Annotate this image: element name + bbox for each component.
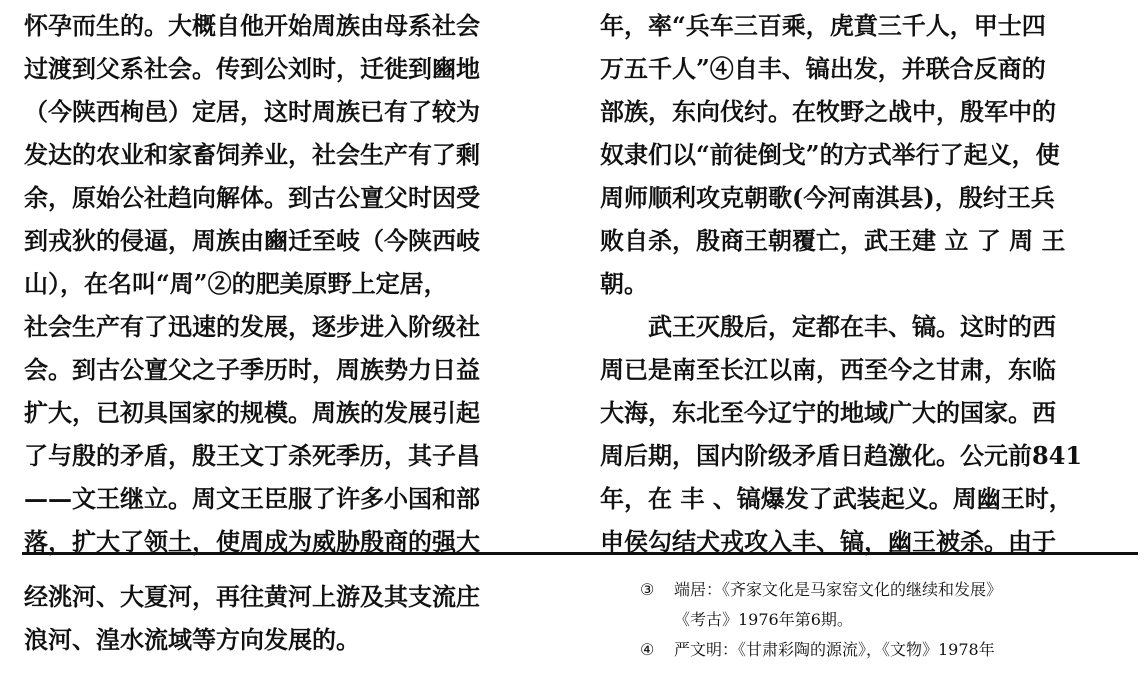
text-line: 朝。 <box>600 269 648 298</box>
text-line: ——文王继立。周文王臣服了许多小国和部 <box>24 484 480 513</box>
text-line: 申侯勾结犬戎攻入丰、镐，幽王被杀。由于 <box>600 527 1056 556</box>
text-line: 发达的农业和家畜饲养业，社会生产有了剩 <box>24 140 480 169</box>
text-line: 败自杀，殷商王朝覆亡，武王建 立 了 周 王 <box>600 226 1066 255</box>
text-line: 过渡到父系社会。传到公刘时，迁徙到豳地 <box>24 54 480 83</box>
text-line: 了与殷的矛盾，殷王文丁杀死季历，其子昌 <box>24 441 480 470</box>
footnote-divider <box>22 552 1138 555</box>
text-line: 经洮河、大夏河，再往黄河上游及其支流庄 <box>24 582 480 611</box>
footnote-text: 端居：《齐家文化是马家窑文化的继续和发展》 <box>674 580 1003 599</box>
text-line: 会。到古公亶父之子季历时，周族势力日益 <box>24 355 480 384</box>
text-line: 到戎狄的侵逼，周族由豳迁至岐（今陕西岐 <box>24 226 480 255</box>
right-text-column <box>600 4 1138 563</box>
text-line: 年，率“兵车三百乘，虎賁三千人，甲士四 <box>600 11 1046 40</box>
footnotes <box>640 575 1140 665</box>
footnote-continuation-text <box>24 575 564 661</box>
footnote-3 <box>640 575 1140 635</box>
text-line: 部族，东向伐纣。在牧野之战中，殷军中的 <box>600 97 1056 126</box>
text-line: 怀孕而生的。大概自他开始周族由母系社会 <box>24 11 480 40</box>
text-line: 奴隶们以“前徒倒戈”的方式举行了起义，使 <box>600 140 1060 169</box>
footnote-number: ④ <box>640 640 655 659</box>
text-line: 余，原始公社趋向解体。到古公亶父时因受 <box>24 183 480 212</box>
text-line: 万五千人”④自丰、镐出发，并联合反商的 <box>600 54 1046 83</box>
text-line: 浪河、湟水流域等方向发展的。 <box>24 625 360 654</box>
text-line: 山），在名叫“周”②的肥美原野上定居， <box>24 269 448 298</box>
left-text-column <box>24 4 554 563</box>
footnote-4 <box>640 635 1140 665</box>
text-line: （今陕西栒邑）定居，这时周族已有了较为 <box>24 97 480 126</box>
text-line: 落，扩大了领土，使周成为威胁殷商的强大 <box>24 527 480 556</box>
text-line: 扩大，已初具国家的规模。周族的发展引起 <box>24 398 480 427</box>
text-line: 周已是南至长江以南，西至今之甘肃，东临 <box>600 355 1056 384</box>
footnote-text: 严文明：《甘肃彩陶的源流》，《文物》1978年 <box>674 640 995 659</box>
footnote-text-continued: 《考古》1976年第6期。 <box>674 610 853 629</box>
paragraph-start-line: 武王灭殷后，定都在丰、镐。这时的西 <box>648 312 1056 341</box>
text-line: 大海，东北至今辽宁的地域广大的国家。西 <box>600 398 1056 427</box>
text-line: 周后期，国内阶级矛盾日趋激化。公元前841 <box>600 441 1083 470</box>
footnote-number: ③ <box>640 580 655 599</box>
text-line: 年，在 丰 、镐爆发了武装起义。周幽王时， <box>600 484 1073 513</box>
text-line: 周师顺利攻克朝歌(今河南淇县)，殷纣王兵 <box>600 183 1055 212</box>
text-line: 社会生产有了迅速的发展，逐步进入阶级社 <box>24 312 480 341</box>
